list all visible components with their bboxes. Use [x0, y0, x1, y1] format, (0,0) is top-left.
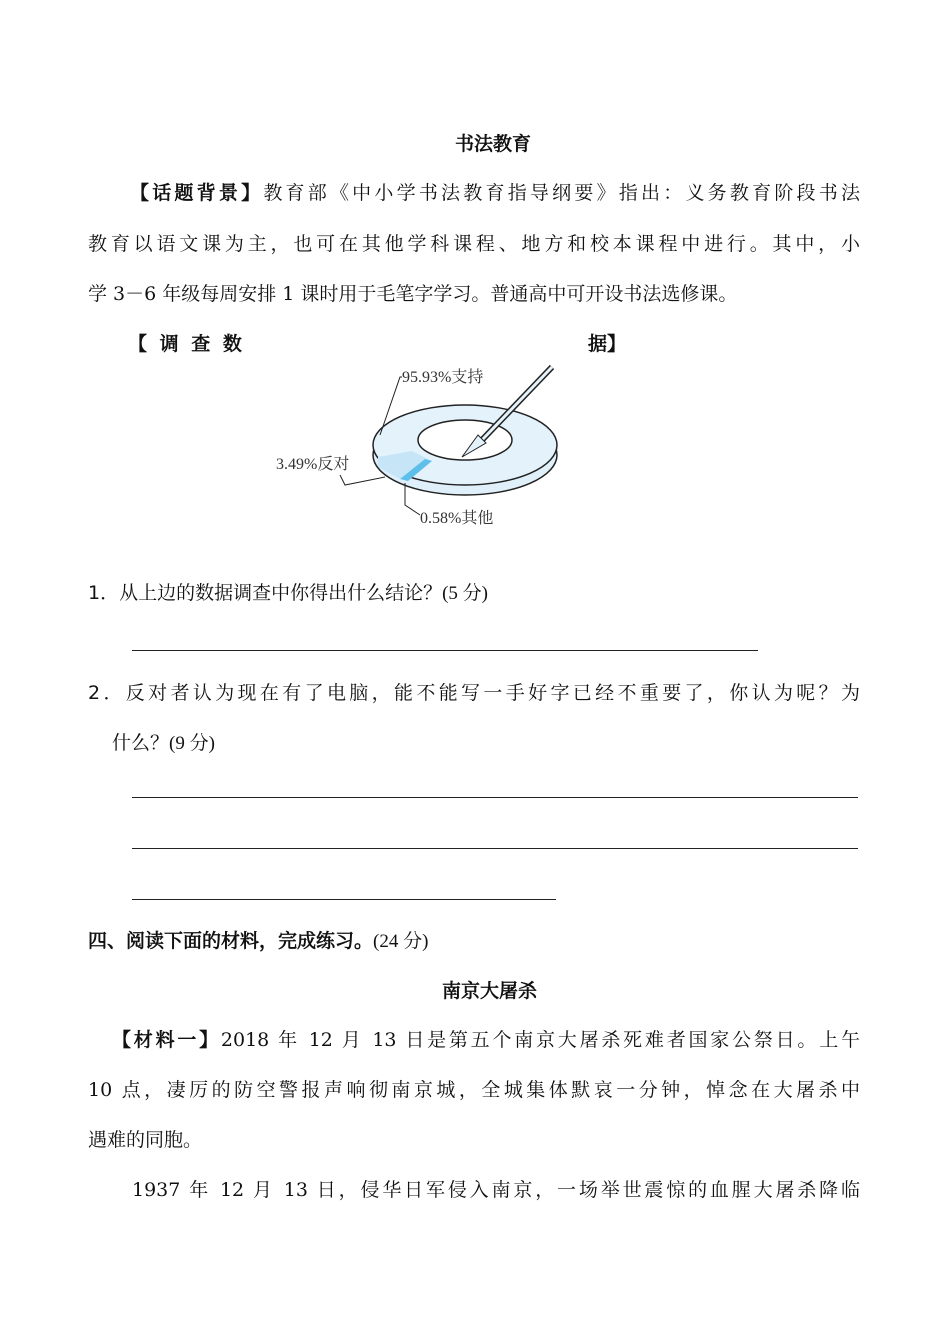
material-1-line	[112, 1025, 860, 1052]
question-2-text: 什么？	[112, 732, 170, 754]
text-line: 学 3－6 年级每周安排 1 课时用于毛笔字学习。普通高中可开设书法选修课。	[88, 283, 738, 305]
text-line: 1937 年 12 月 13 日，侵华日军侵入南京，一场举世震惊的血腥大屠杀降临	[132, 1179, 860, 1201]
answer-line[interactable]	[132, 650, 758, 651]
text-line: 教育以语文课为主，也可在其他学科课程、地方和校本课程中进行。其中，小	[88, 233, 860, 255]
section-title: 书法教育	[455, 133, 532, 155]
leader-oppose	[340, 475, 385, 485]
survey-label-left: 【 调 查 数	[128, 333, 242, 355]
answer-line[interactable]	[132, 899, 556, 900]
question-1	[88, 578, 488, 605]
text-line: 教育部《中小学书法教育指导纲要》指出：义务教育阶段书法	[263, 182, 860, 204]
question-2-line-1: 2．反对者认为现在有了电脑，能不能写一手好字已经不重要了，你认为呢？为	[88, 682, 860, 704]
question-1-score: (5 分)	[442, 583, 488, 604]
text-line: 10 点，凄厉的防空警报声响彻南京城，全城集体默哀一分钟，悼念在大屠杀中	[88, 1079, 860, 1101]
text-line: 遇难的同胞。	[88, 1129, 203, 1151]
survey-label-right: 据】	[588, 333, 627, 355]
answer-line[interactable]	[132, 848, 858, 849]
text-line: 2018 年 12 月 13 日是第五个南京大屠杀死难者国家公祭日。上午	[220, 1029, 860, 1051]
section-4-heading-text: 四、阅读下面的材料，完成练习。	[88, 930, 374, 952]
section-4-score: (24 分)	[373, 931, 429, 952]
label-other: 0.58%其他	[420, 510, 494, 527]
label-oppose: 3.49%反对	[276, 456, 350, 473]
answer-line[interactable]	[132, 797, 858, 798]
question-2-score: (9 分)	[169, 733, 215, 754]
background-label: 【话题背景】	[130, 182, 264, 204]
material-1-label: 【材料一】	[112, 1029, 221, 1051]
question-1-text: 1．从上边的数据调查中你得出什么结论？	[88, 582, 443, 604]
question-2-line-2	[112, 728, 215, 755]
section-4-heading	[88, 926, 428, 953]
background-paragraph-line	[130, 178, 860, 205]
label-support: 95.93%支持	[402, 369, 484, 386]
section-4-title: 南京大屠杀	[442, 980, 538, 1002]
survey-ring-chart	[260, 355, 580, 535]
